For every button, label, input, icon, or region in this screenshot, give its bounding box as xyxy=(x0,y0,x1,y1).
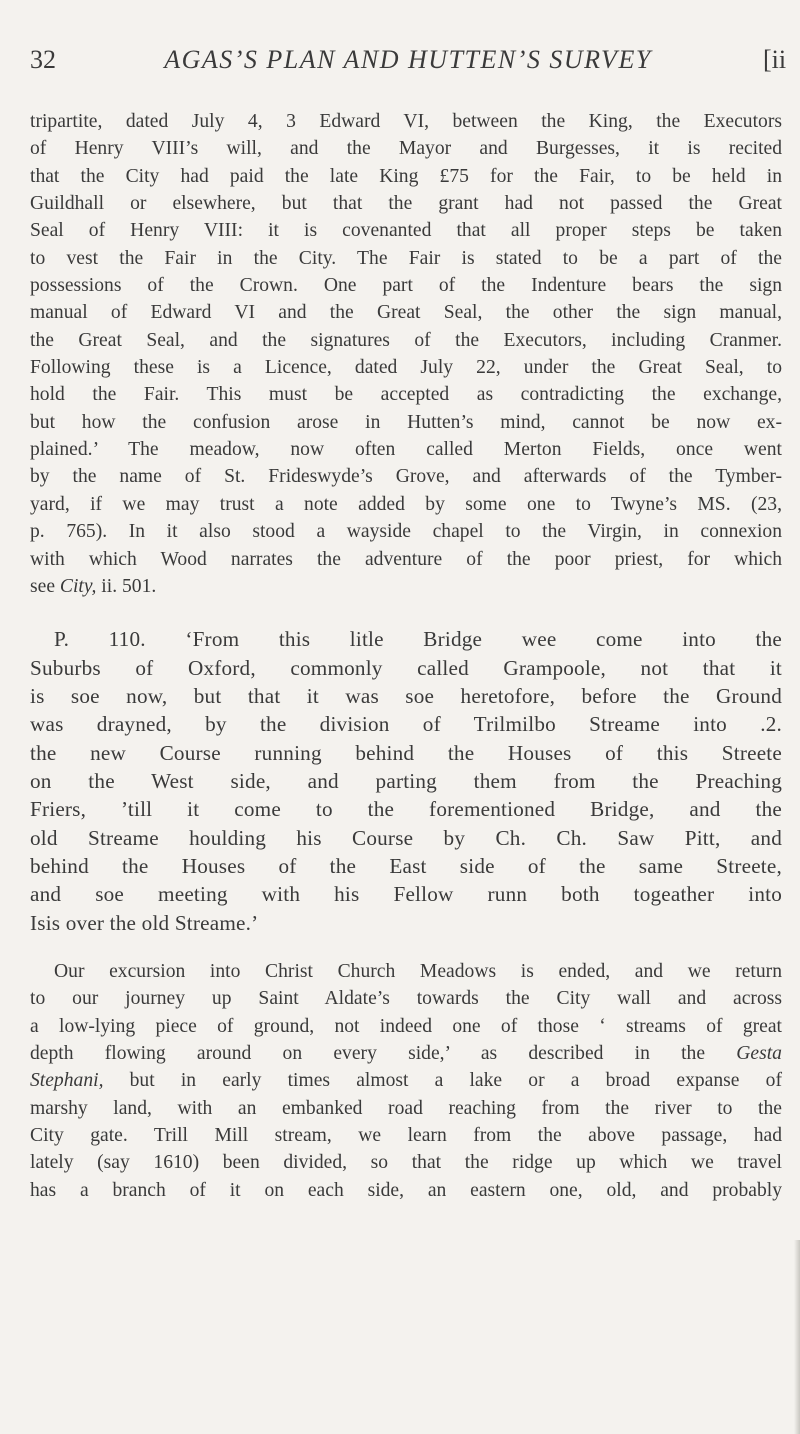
page-number: 32 xyxy=(30,45,56,74)
text-line: Our excursion into Christ Church Meadows is ended, and we return xyxy=(54,960,782,982)
text-line: but how the confusion arose in Hutten’s mind, cannot be now ex- xyxy=(30,411,782,433)
text-line: P. 110. ‘From this litle Bridge wee come into the xyxy=(54,627,782,652)
text-line: Seal of Henry VIII: it is covenanted that all proper steps be taken xyxy=(30,220,782,242)
text-line: with which Wood narrates the adventure of the poor priest, for which xyxy=(30,548,782,570)
text-line: by the name of St. Frideswyde’s Grove, and afterwards of the Tymber- xyxy=(30,466,782,488)
citation-title: City, xyxy=(59,575,97,597)
text-line: that the City had paid the late King £75 for the Fair, to be held in xyxy=(30,165,782,187)
text-fragment: see xyxy=(30,575,60,597)
text-line: Guildhall or elsewhere, but that the grant had not passed the Great xyxy=(30,193,782,215)
text-line xyxy=(30,1040,782,1067)
page-edge-shadow xyxy=(794,1240,800,1434)
text-line: manual of Edward VI and the Great Seal, the other the sign manual, xyxy=(30,302,782,324)
text-line: Friers, ’till it come to the forementioned Bridge, and the xyxy=(30,797,782,822)
text-line: to vest the Fair in the City. The Fair is stated to be a part of the xyxy=(30,247,782,269)
text-line: plained.’ The meadow, now often called Merton Fields, once went xyxy=(30,439,782,461)
text-line: tripartite, dated July 4, 3 Edward VI, between the King, the Executors xyxy=(30,111,782,132)
text-line: to our journey up Saint Aldate’s towards the City wall and across xyxy=(30,988,782,1010)
text-line: the Great Seal, and the signatures of the Executors, including Cranmer. xyxy=(30,329,782,351)
text-line: City gate. Trill Mill stream, we learn from the above passage, had xyxy=(30,1125,782,1147)
text-line: Suburbs of Oxford, commonly called Grampoole, not that it xyxy=(30,655,782,680)
paragraph-2-quotation xyxy=(30,625,782,937)
paragraph-1 xyxy=(30,108,782,600)
text-line: and soe meeting with his Fellow runn both togeather into xyxy=(30,882,782,907)
citation-title: Gesta xyxy=(736,1043,782,1064)
text-line: of Henry VIII’s will, and the Mayor and Burgesses, it is recited xyxy=(30,138,782,160)
text-line: a low-lying piece of ground, not indeed one of those ‘ streams of great xyxy=(30,1015,782,1037)
text-fragment: but in early times almost a lake or a broad expanse of xyxy=(103,1070,782,1092)
paragraph-3 xyxy=(30,958,782,1204)
page-body xyxy=(30,108,782,1204)
running-header xyxy=(30,40,790,80)
text-line: behind the Houses of the East side of the same Streete, xyxy=(30,853,782,878)
text-line: Following these is a Licence, dated July 22, under the Great Seal, to xyxy=(30,357,782,379)
text-line xyxy=(30,573,782,600)
text-line: possessions of the Crown. One part of the Indenture bears the sign xyxy=(30,275,782,297)
text-line: Isis over the old Streame.’ xyxy=(30,910,259,935)
text-line: old Streame houlding his Course by Ch. Ch. Saw Pitt, and xyxy=(30,825,782,850)
text-line: on the West side, and parting them from the Preaching xyxy=(30,768,782,793)
text-line xyxy=(30,1067,782,1094)
text-line: has a branch of it on each side, an eastern one, old, and probably xyxy=(30,1179,782,1201)
text-line: lately (say 1610) been divided, so that the ridge up which we travel xyxy=(30,1152,782,1174)
text-line: hold the Fair. This must be accepted as contradicting the exchange, xyxy=(30,384,782,406)
text-line: the new Course running behind the Houses of this Streete xyxy=(30,740,782,765)
text-fragment: depth flowing around on every side,’ as described in the xyxy=(30,1043,706,1064)
running-title: AGAS’S PLAN AND HUTTEN’S SURVEY xyxy=(164,45,652,74)
section-mark: [ii xyxy=(763,45,787,74)
text-line: marshy land, with an embanked road reaching from the river to the xyxy=(30,1097,782,1119)
text-line: was drayned, by the division of Trilmilbo Streame into .2. xyxy=(30,712,782,737)
text-line: yard, if we may trust a note added by some one to Twyne’s MS. (23, xyxy=(30,493,782,515)
citation-title: Stephani, xyxy=(30,1070,104,1092)
text-line: is soe now, but that it was soe heretofore, before the Ground xyxy=(30,683,782,708)
text-fragment: ii. 501. xyxy=(96,575,157,597)
text-line: p. 765). In it also stood a wayside chapel to the Virgin, in connexion xyxy=(30,521,782,543)
